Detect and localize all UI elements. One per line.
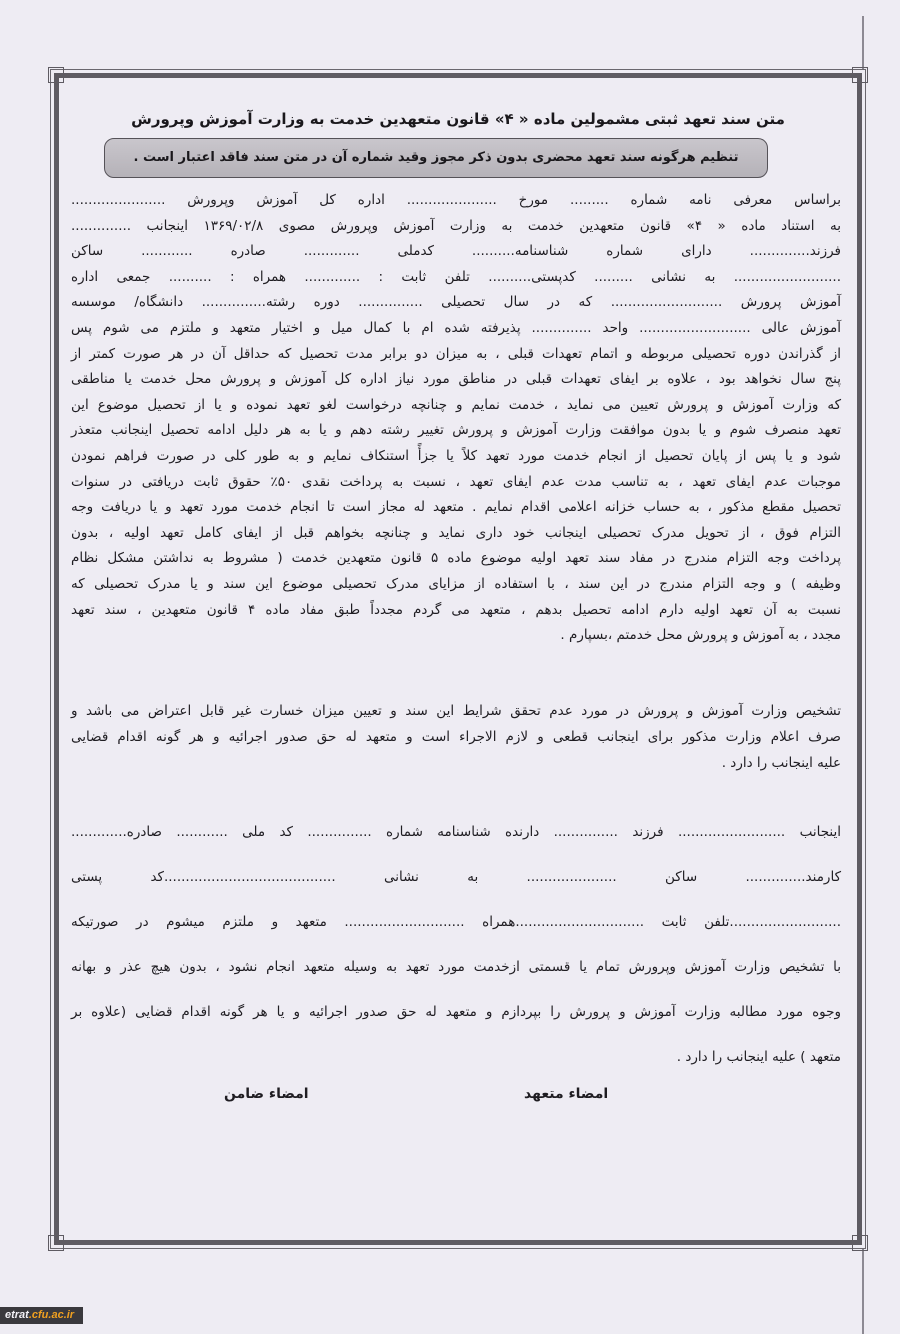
guarantor-signature-label: امضاء ضامن xyxy=(224,1086,309,1102)
ministry-determination-clause xyxy=(71,698,841,776)
guarantor-form xyxy=(71,810,841,1080)
body-line: شود و یا پس از پایان تحصیل از انجام خدمت مورد تعهد کلاً یا جزأً استنکاف نمایم و به طور کلی در صورت فراهم نمودن xyxy=(71,447,841,464)
frame-corner-ornament xyxy=(48,1235,64,1251)
body-line: تحصیل مقطع مذکور ، به حساب خزانه اعلامی اقدام نمایم . متعهد له مجاز است تا انجام خدمت مورد تعهد و یا دریافت وجه xyxy=(71,499,841,516)
form-line: ..........................تلفن ثابت ..............................همراه ............................ متعهد و ملتزم میشوم در صورتیکه xyxy=(71,914,841,930)
validity-notice-box: تنظیم هرگونه سند تعهد محضری بدون ذکر مجوز وقید شماره آن در متن سند فاقد اعتبار است . xyxy=(104,138,768,178)
body-line: وظیفه ) و وجه التزام مندرج در این سند ، با استفاده از مزایای مدرک تحصیلی موضوع این سند و یا مدرک تحصیلی که xyxy=(71,575,841,592)
body-line: به استناد ماده « ۴» قانون متعهدین خدمت به وزارت آموزش وپرورش مصوی ۱۳۶۹/۰۲/۸ اینجانب .............. xyxy=(71,217,841,234)
body-line: فرزند.............. دارای شماره شناسنامه.......... کدملی ............. صادره ............ ساکن xyxy=(71,243,841,260)
form-line: اینجانب ......................... فرزند ............... دارنده شناسنامه شماره ............... کد ملی ............ صادره............. xyxy=(71,824,841,840)
clause-line: صرف اعلام وزارت مذکور برای اینجانب قطعی و لازم الاجراء است و متعهد له حق صدور اجرائیه و هر گونه اقدام قضایی xyxy=(71,729,841,745)
form-line: با تشخیص وزارت آموزش وپرورش تمام یا قسمتی ازخدمت مورد تعهد به وسیله متعهد انجام نشود ، بدون هیچ عذر و بهانه xyxy=(71,959,841,975)
watermark-text: etrat xyxy=(5,1309,29,1321)
clause-line: علیه اینجانب را دارد . xyxy=(721,755,841,771)
site-watermark xyxy=(0,1307,83,1324)
frame-corner-ornament xyxy=(852,67,868,83)
clause-line: تشخیص وزارت آموزش و پرورش در مورد عدم تحقق شرایط این سند و تعیین میزان خسارت غیر قابل اعتراض می باشد و xyxy=(71,703,841,719)
watermark-domain: .cfu.ac.ir xyxy=(28,1309,75,1321)
body-line: از گذراندن دوره تحصیلی مربوطه و اتمام تعهدات قبلی ، به میزان دو برابر مدت تحصیل که حداقل آن در هر صورت کمتر از xyxy=(71,345,841,362)
body-line: تعهد منصرف شوم و یا بدون موافقت وزارت آموزش و پرورش تغییر رشته دهم و یا به هر دلیل ادامه تحصیل اینجانب متعذر xyxy=(71,422,841,439)
body-line: موجبات عدم ایفای تعهد ، به تناسب مدت عدم ایفای تعهد ، نسبت به پرداخت نقدی ۵۰٪ حقوق ثابت دریافتی در سنوات xyxy=(71,473,842,490)
body-line: التزام فوق ، از تحویل مدرک تحصیلی اینجانب خود داری نماید و چنانچه بخواهم قبل از ایفای کامل تعهد اولیه ، بدون xyxy=(71,524,841,541)
form-line: متعهد ) علیه اینجانب را دارد . xyxy=(676,1049,841,1065)
body-line: پنج سال نخواهد بود ، علاوه بر ایفای تعهدات قبلی در مناطق مورد نیاز اداره کل آموزش و پرورش محل خدمت یا مناطقی xyxy=(71,371,841,388)
body-line: آموزش پرورش .......................... که در سال تحصیلی ............... دوره رشته............... دانشگاه/ موسسه xyxy=(71,294,841,311)
body-line: نسبت به آن تعهد اولیه دارم ادامه تحصیل بدهم ، متعهد می گردم مجدداً طبق مفاد ماده ۴ قانون متعهدین ، سند تعهد xyxy=(71,601,841,618)
body-line: پرداخت وجه التزام مندرج در مفاد سند تعهد اولیه موضوع ماده ۵ قانون متعهدین خدمت ( مشروط به نداشتن مشکل نظام xyxy=(71,550,841,567)
body-line: مجدد ، به آموزش و پرورش محل خدمتم ،بسپارم . xyxy=(560,627,841,644)
frame-corner-ornament xyxy=(48,67,64,83)
page-edge-line xyxy=(862,16,864,1334)
body-line: براساس معرفی نامه شماره ......... مورخ ..................... اداره کل آموزش وپرورش ...................... xyxy=(71,192,841,208)
obligor-signature-label: امضاء متعهد xyxy=(524,1086,609,1102)
form-line: وجوه مورد مطالبه وزارت آموزش و پرورش را بپردازم و متعهد له حق صدور اجرائیه و یا هر گونه اقدام قضایی (علاوه بر xyxy=(71,1004,841,1020)
body-line: ......................... به نشانی ......... کدپستی.......... تلفن ثابت : ............. همراه : .......... جمعی اداره xyxy=(71,268,841,285)
form-line: کارمند.............. ساکن ..................... به نشانی ........................................کد پستی xyxy=(71,869,841,885)
document-frame xyxy=(54,73,862,1245)
frame-corner-ornament xyxy=(852,1235,868,1251)
body-line: آموزش عالی .......................... واحد .............. پذیرفته شده ام با کمال میل و اختیار متعهد و ملتزم می شوم پس xyxy=(71,319,841,336)
commitment-body xyxy=(71,188,841,649)
document-title: متن سند تعهد ثبتی مشمولین ماده « ۴» قانون متعهدین خدمت به وزارت آموزش وپرورش xyxy=(131,110,785,128)
body-line: که وزارت آموزش و پرورش تعیین می نماید ، خدمت نمایم و چنانچه درخواست لغو تعهد نموده و یا از تحصیل موضوع این xyxy=(71,396,841,413)
